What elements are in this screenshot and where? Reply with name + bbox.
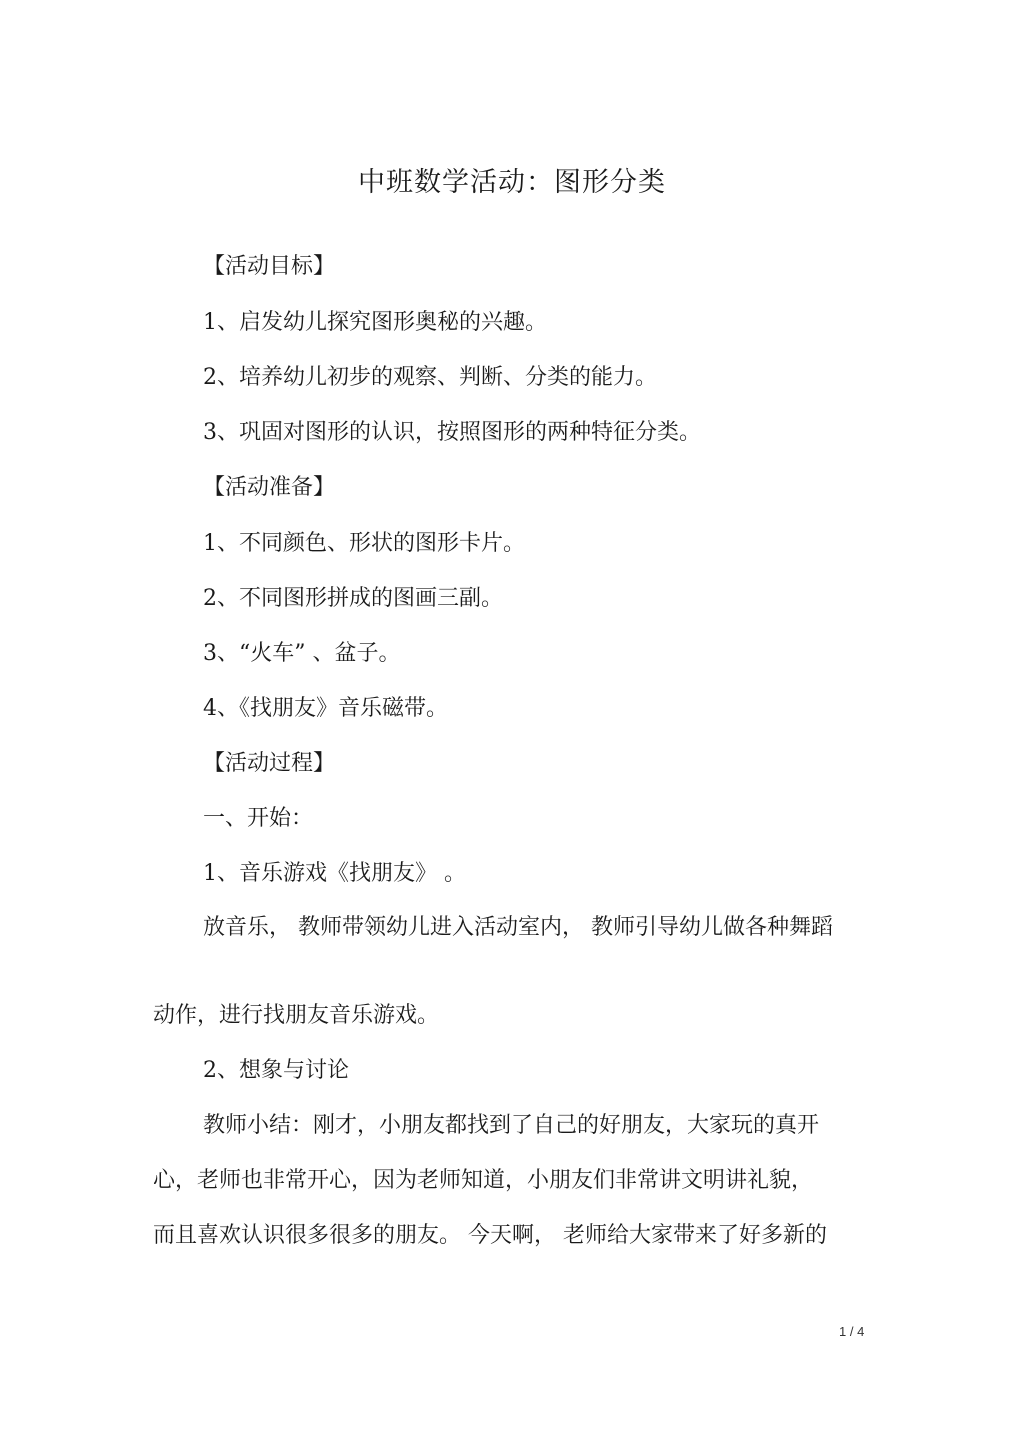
goal-item: 2、培养幼儿初步的观察、判断、分类的能力。 <box>203 365 657 390</box>
process-paragraph-continued: 动作，进行找朋友音乐游戏。 <box>153 1003 440 1028</box>
prep-item: 4、《找朋友》音乐磁带。 <box>203 696 448 721</box>
summary-line: 教师小结：刚才，小朋友都找到了自己的好朋友，大家玩的真开 <box>203 1113 820 1138</box>
process-step: 1、音乐游戏《找朋友》 。 <box>203 861 466 886</box>
process-part-title: 一、开始： <box>203 806 314 831</box>
page-title: 中班数学活动：图形分类 <box>358 167 666 198</box>
page-number: 1 / 4 <box>839 1324 865 1339</box>
prep-heading: 【活动准备】 <box>203 475 336 500</box>
process-paragraph: 放音乐， 教师带领幼儿进入活动室内， 教师引导幼儿做各种舞蹈 <box>203 915 833 940</box>
goals-heading: 【活动目标】 <box>203 254 336 279</box>
process-step: 2、想象与讨论 <box>203 1058 349 1083</box>
summary-line: 而且喜欢认识很多很多的朋友。 今天啊， 老师给大家带来了好多新的 <box>153 1223 827 1248</box>
goal-item: 3、巩固对图形的认识，按照图形的两种特征分类。 <box>203 420 701 445</box>
goal-item: 1、启发幼儿探究图形奥秘的兴趣。 <box>203 310 547 335</box>
process-heading: 【活动过程】 <box>203 751 336 776</box>
prep-item: 3、“火车” 、盆子。 <box>203 641 401 666</box>
prep-item: 1、不同颜色、形状的图形卡片。 <box>203 531 525 556</box>
prep-item: 2、不同图形拼成的图画三副。 <box>203 586 503 611</box>
summary-line: 心，老师也非常开心，因为老师知道，小朋友们非常讲文明讲礼貌， <box>153 1168 814 1193</box>
